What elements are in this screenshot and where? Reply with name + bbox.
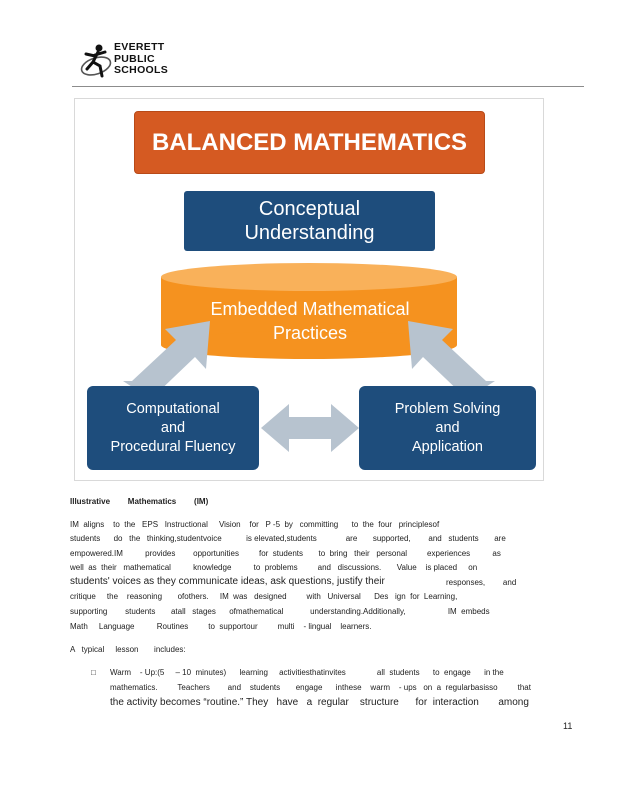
header-divider — [72, 86, 584, 87]
bullet-line: the activity becomes “routine.” They have a regular structure for interaction among — [110, 697, 529, 708]
bullet-icon: □ — [91, 668, 96, 677]
practices-label: Embedded Mathematical Practices — [210, 299, 410, 343]
bullet-line: mathematics. Teachers and students engage inthese warm - ups on a regularbasisso that — [110, 683, 531, 692]
problem-solving-box: Problem Solving and Application — [359, 386, 536, 470]
paragraph-line: supporting students atall stages ofmathematical understanding.Additionally, IM embeds — [70, 607, 490, 616]
paragraph-line: well as their mathematical knowledge to problems and discussions. Value is placed on — [70, 563, 478, 572]
paragraph-line: students do the thinking,studentvoice is elevated,students are supported, and students are — [70, 534, 506, 543]
balanced-math-diagram — [74, 98, 544, 481]
diagram-title: BALANCED MATHEMATICS — [134, 111, 485, 174]
paragraph-line: students' voices as they communicate ideas, ask questions, justify their — [70, 576, 385, 587]
section-heading: Illustrative Mathematics (IM) — [70, 497, 209, 506]
paragraph-line: IM aligns to the EPS Instructional Vision for P -5 by committing to the four principlesof — [70, 520, 440, 529]
logo-wordmark: EVERETT PUBLIC SCHOOLS — [114, 41, 169, 76]
cylinder-top — [161, 263, 457, 291]
runner-icon — [78, 42, 114, 82]
paragraph-line-tail: responses, and — [446, 578, 517, 587]
conceptual-understanding-box: Conceptual Understanding — [184, 191, 435, 251]
typical-lesson-line: A typical lesson includes: — [70, 645, 186, 654]
bullet-line: Warm - Up:(5 – 10 minutes) learning activitiesthatinvites all students to engage in the — [110, 668, 504, 677]
district-logo — [78, 42, 188, 84]
page-number: 11 — [563, 721, 573, 731]
paragraph-line: Math Language Routines to supportour multi - lingual learners. — [70, 622, 372, 631]
double-arrow — [261, 404, 359, 452]
paragraph-line: empowered.IM provides opportunities for students to bring their personal experiences as — [70, 549, 501, 558]
computational-fluency-box: Computational and Procedural Fluency — [87, 386, 259, 470]
paragraph-line: critique the reasoning ofothers. IM was designed with Universal Des ign for Learning, — [70, 592, 458, 601]
